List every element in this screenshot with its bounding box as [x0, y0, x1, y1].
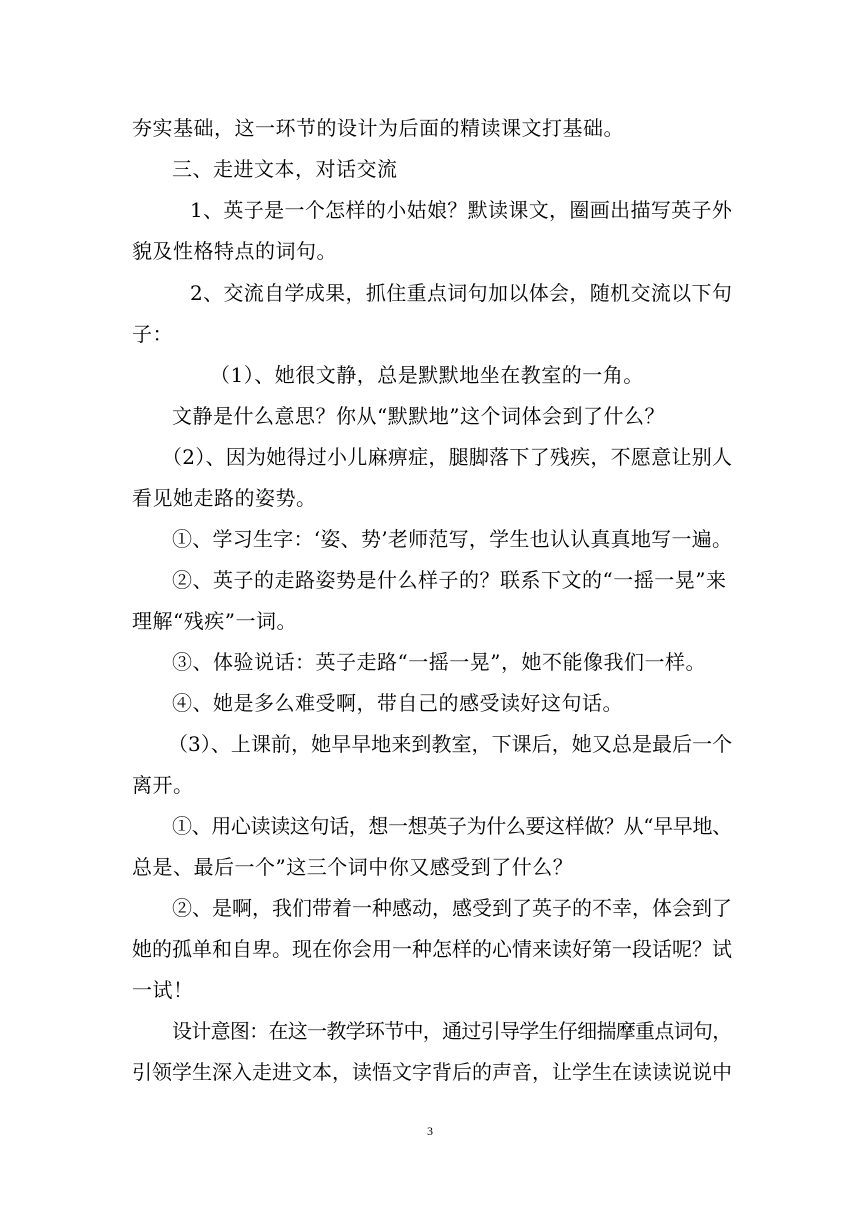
text-line: ③、体验说话：英子走路“一摇一晃”，她不能像我们一样。 — [172, 650, 706, 674]
text-line: 引领学生深入走进文本，读悟文字背后的声音，让学生在读读说说中 — [132, 1060, 732, 1084]
text-line: 一试！ — [132, 978, 194, 1002]
text-line: （3）、上课前，她早早地来到教室，下课后，她又总是最后一个 — [168, 732, 733, 756]
text-line: 看见她走路的姿势。 — [132, 486, 317, 510]
text-line: 离开。 — [132, 773, 194, 797]
text-line: ①、学习生字：‘姿、势’老师范写，学生也认认真真地写一遍。 — [172, 527, 733, 551]
text-line: ②、是啊，我们带着一种感动，感受到了英子的不幸，体会到了 — [172, 896, 732, 920]
text-line: 设计意图：在这一教学环节中，通过引导学生仔细揣摩重点词句， — [172, 1019, 732, 1043]
text-line: ④、她是多么难受啊，带自己的感受读好这句话。 — [172, 691, 623, 715]
text-line: 2、交流自学成果，抓住重点词句加以体会，随机交流以下句 — [190, 281, 733, 305]
text-line: （2）、因为她得过小儿麻痹症，腿脚落下了残疾，不愿意让别人 — [162, 445, 733, 469]
page-number: 3 — [427, 1124, 433, 1138]
text-line: 子： — [132, 322, 173, 346]
text-line: 夯实基础，这一环节的设计为后面的精读课文打基础。 — [132, 116, 624, 140]
text-line: ①、用心读读这句话，想一想英子为什么要这样做？从“早早地、 — [172, 814, 732, 838]
text-line: ②、英子的走路姿势是什么样子的？联系下文的“一摇一晃”来 — [172, 568, 727, 592]
text-line: 总是、最后一个”这三个词中你又感受到了什么？ — [132, 855, 574, 879]
section-heading: 三、走进文本，对话交流 — [172, 157, 398, 181]
text-line: 她的孤单和自卑。现在你会用一种怎样的心情来读好第一段话呢？试 — [132, 937, 732, 961]
text-line: 1、英子是一个怎样的小姑娘？默读课文，圈画出描写英子外 — [190, 198, 733, 222]
text-line: 貌及性格特点的词句。 — [132, 239, 337, 263]
text-line: 理解“残疾”一词。 — [132, 609, 297, 633]
text-line: （1）、她很文静，总是默默地坐在教室的一角。 — [210, 363, 644, 387]
text-line: 文静是什么意思？你从“默默地”这个词体会到了什么？ — [172, 404, 665, 428]
